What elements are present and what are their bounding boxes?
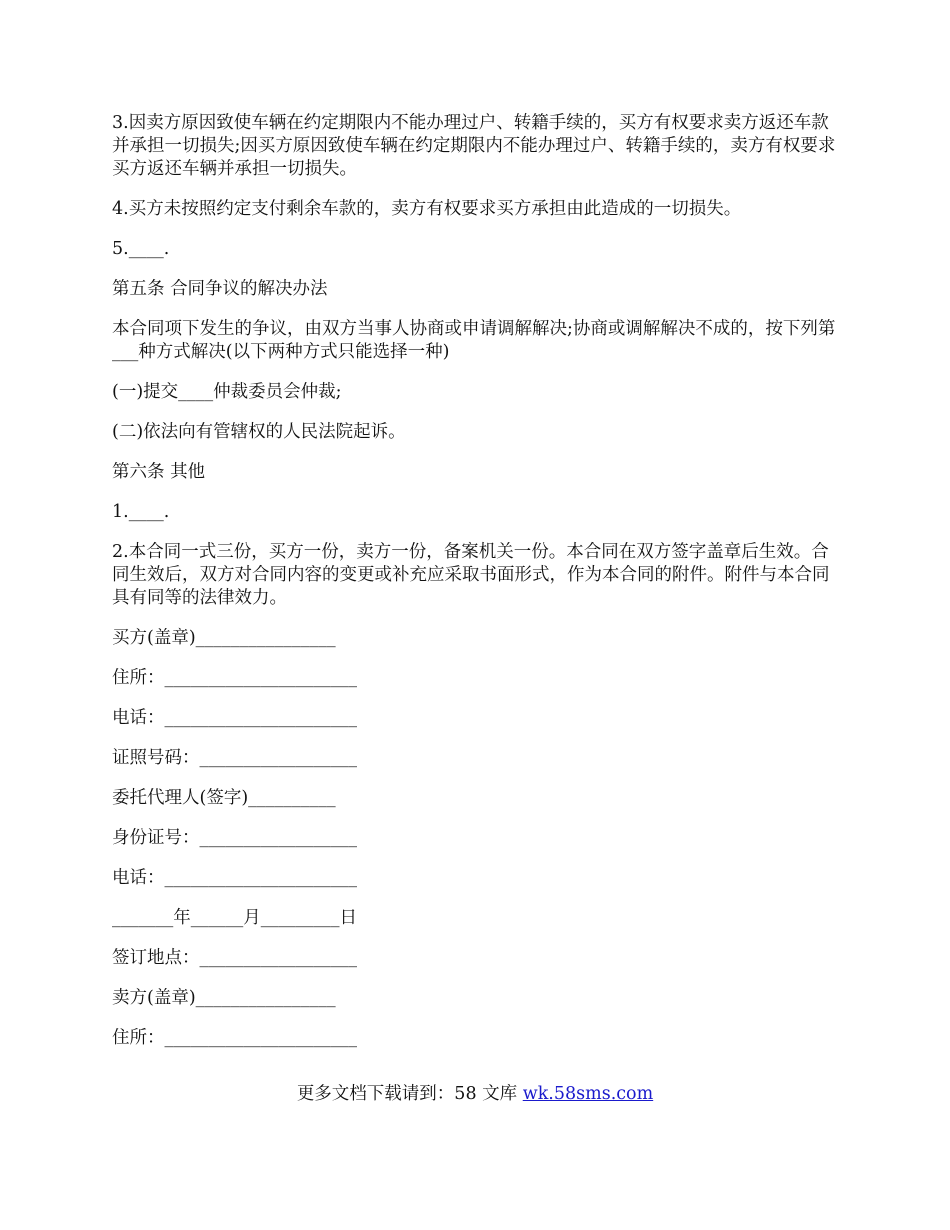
seller-address-line: 住所：______________________ [112, 1028, 357, 1048]
article-5-heading: 第五条 合同争议的解决办法 [112, 279, 328, 299]
dispute-resolution-text: 本合同项下发生的争议，由双方当事人协商或申请调解解决;协商或调解解决不成的，按下列第___种方式解决(以下两种方式只能选择一种) [112, 319, 836, 362]
buyer-license-line: 证照号码：__________________ [112, 748, 357, 768]
footer [0, 1083, 950, 1106]
seller-seal-line: 卖方(盖章)________________ [112, 988, 336, 1008]
other-item-2: 2.本合同一式三份，买方一份，卖方一份，备案机关一份。本合同在双方签字盖章后生效。合同生效后，双方对合同内容的变更或补充应采取书面形式，作为本合同的附件。附件与本合同具有同等的法律效力。 [112, 542, 830, 608]
date-line: _______年______月_________日 [112, 908, 357, 928]
signing-place-line: 签订地点：__________________ [112, 948, 357, 968]
option-court: (二)依法向有管辖权的人民法院起诉。 [112, 422, 406, 442]
document-body [112, 112, 837, 1067]
clause-4-buyer-payment: 4.买方未按照约定支付剩余车款的，卖方有权要求买方承担由此造成的一切损失。 [112, 199, 742, 219]
buyer-seal-line: 买方(盖章)________________ [112, 628, 336, 648]
option-arbitration: (一)提交____仲裁委员会仲裁; [112, 382, 342, 402]
id-number-line: 身份证号：__________________ [112, 828, 357, 848]
article-6-heading: 第六条 其他 [112, 462, 206, 482]
clause-3-seller-fault: 3.因卖方原因致使车辆在约定期限内不能办理过户、转籍手续的，买方有权要求卖方返还车款并承担一切损失;因买方原因致使车辆在约定期限内不能办理过户、转籍手续的，卖方有权要求买方返还车辆并承担一切损失。 [112, 113, 836, 179]
footer-prefix: 更多文档下载请到：58 文库 [296, 1084, 523, 1104]
footer-link[interactable]: wk.58sms.com [522, 1084, 654, 1104]
buyer-phone-line: 电话：______________________ [112, 708, 357, 728]
clause-5-blank: 5.____. [112, 239, 170, 259]
other-item-1: 1.____. [112, 502, 170, 522]
agent-phone-line: 电话：______________________ [112, 868, 357, 888]
agent-signature-line: 委托代理人(签字)__________ [112, 788, 336, 808]
buyer-address-line: 住所：______________________ [112, 668, 357, 688]
